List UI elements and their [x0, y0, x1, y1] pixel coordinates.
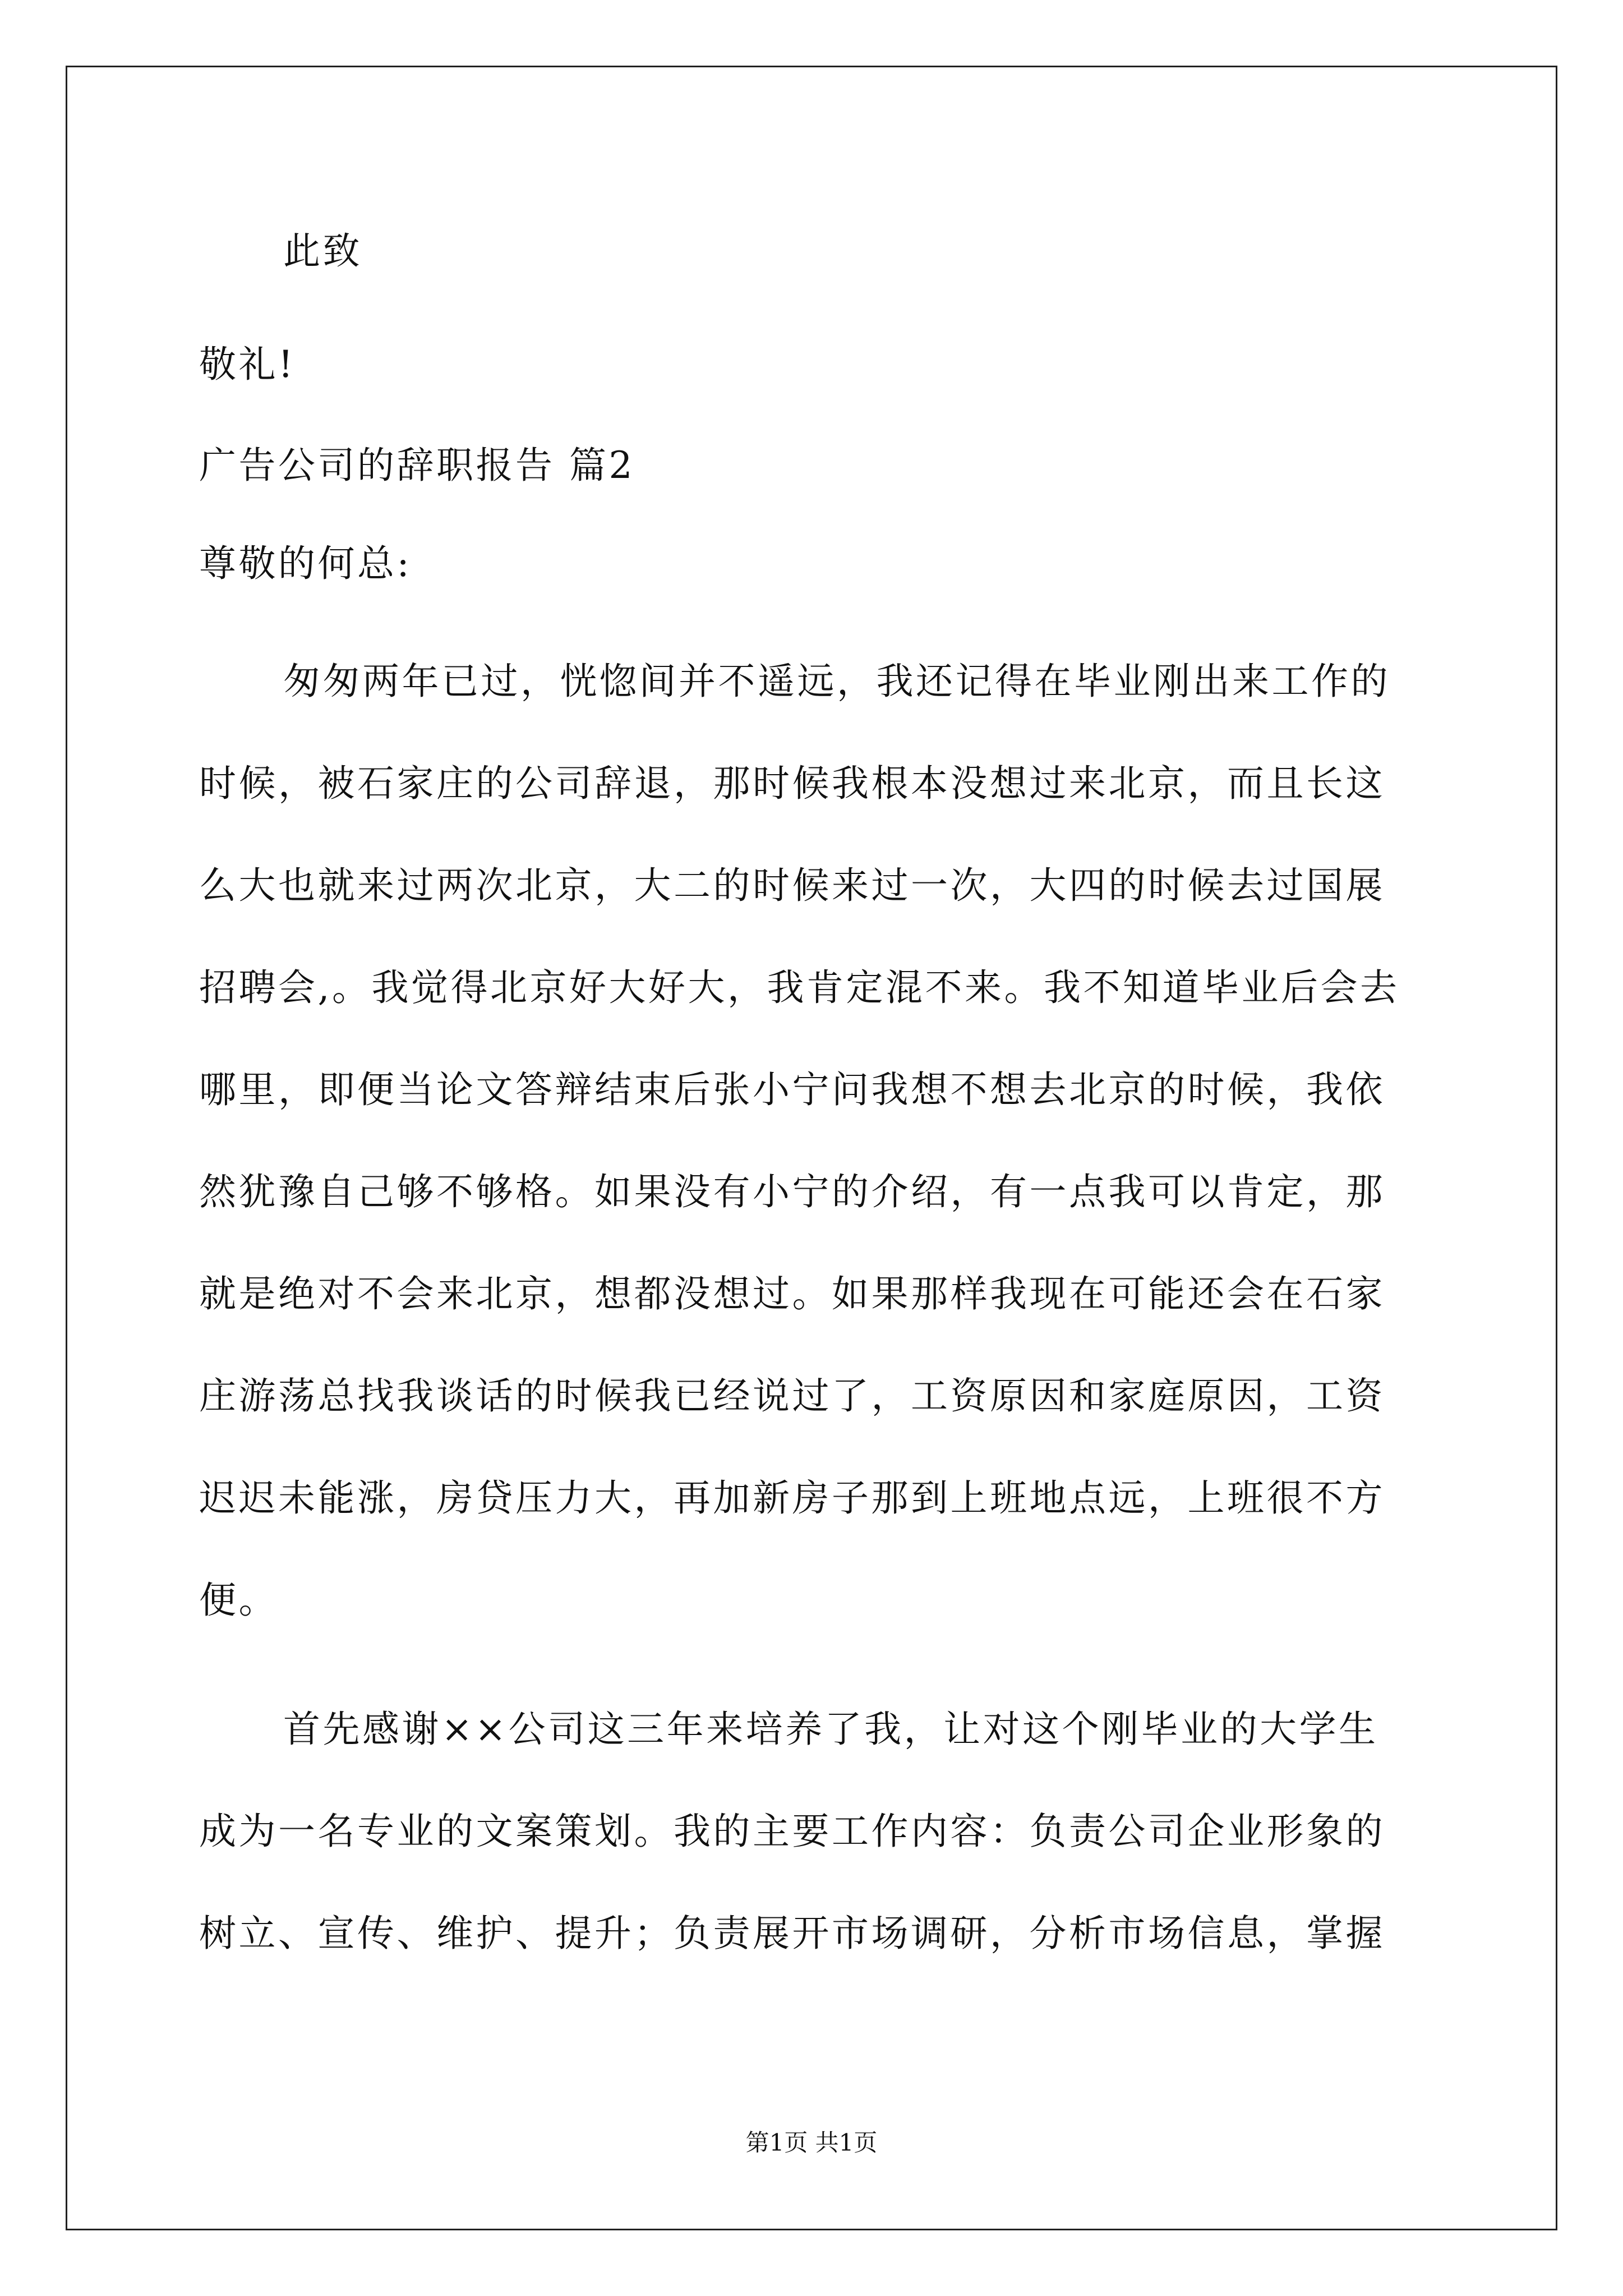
paragraph-line: 树立、宣传、维护、提升；负责展开市场调研，分析市场信息，掌握 — [199, 1912, 1385, 1955]
paragraph-line: 时候，被石家庄的公司辞退，那时候我根本没想过来北京，而且长这 — [199, 762, 1385, 805]
paragraph-line: 匆匆两年已过，恍惚间并不遥远，我还记得在毕业刚出来工作的 — [283, 660, 1390, 703]
paragraph-line: 庄游荡总找我谈话的时候我已经说过了，工资原因和家庭原因，工资 — [199, 1374, 1385, 1418]
greeting: 尊敬的何总: — [199, 542, 412, 585]
paragraph-line: 成为一名专业的文案策划。我的主要工作内容：负责公司企业形象的 — [199, 1810, 1385, 1853]
paragraph-line: 便。 — [199, 1579, 278, 1622]
section-title: 广告公司的辞职报告 篇2 — [199, 444, 635, 487]
paragraph-line: 迟迟未能涨，房贷压力大，再加新房子那到上班地点远，上班很不方 — [199, 1476, 1385, 1520]
paragraph-line: 然犹豫自己够不够格。如果没有小宁的介绍，有一点我可以肯定，那 — [199, 1170, 1385, 1213]
page-number-footer: 第1页 共1页 — [745, 2129, 878, 2156]
paragraph-line: 么大也就来过两次北京，大二的时候来过一次，大四的时候去过国展 — [199, 864, 1385, 907]
closing-regards: 敬礼! — [199, 343, 296, 386]
paragraph-line: 哪里，即便当论文答辩结束后张小宁问我想不想去北京的时候，我依 — [199, 1068, 1385, 1111]
paragraph-line: 招聘会,。我觉得北京好大好大，我肯定混不来。我不知道毕业后会去 — [199, 966, 1400, 1009]
paragraph-line: 首先感谢××公司这三年来培养了我，让对这个刚毕业的大学生 — [283, 1708, 1378, 1751]
closing-salutation: 此致 — [283, 229, 362, 273]
paragraph-line: 就是绝对不会来北京，想都没想过。如果那样我现在可能还会在石家 — [199, 1272, 1385, 1315]
page-border — [66, 66, 1557, 2230]
